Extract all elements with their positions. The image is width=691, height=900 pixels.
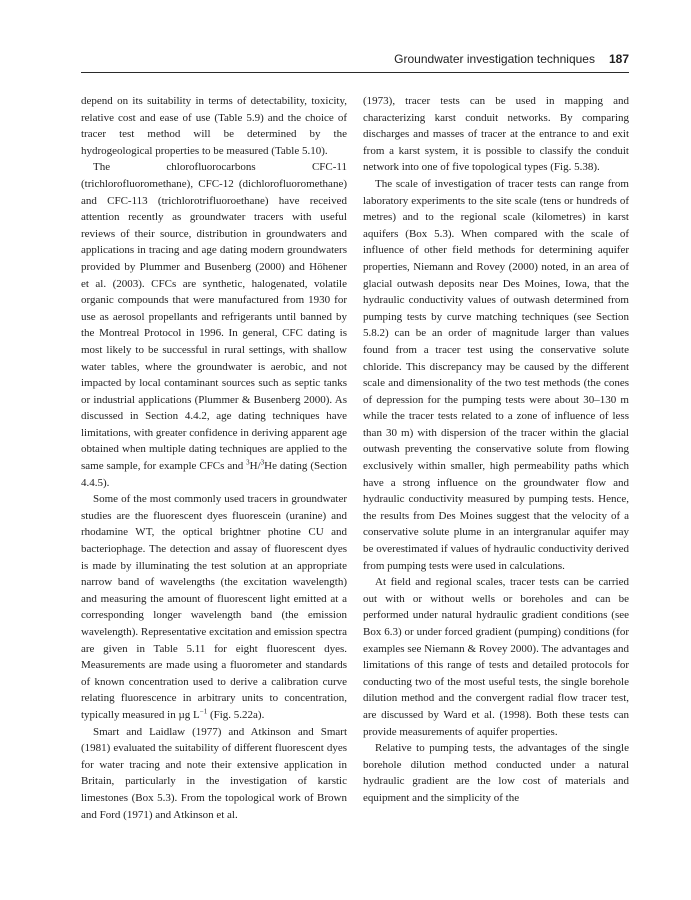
paragraph-text: The chlorofluorocarbons CFC-11 (trichlorofluoromethane), CFC-12 (dichlorofluoromethane) and CFC-113 (trichlorotrifluoroethane) have received attention recently as groundwater tracers with useful reviews of their source, distribution in groundwaters and applications in tracing and age dating modern groundwaters provided by Plummer and Busenberg (2000) and Höhener et al. (2003). CFCs are synthetic, halogenated, volatile organic compounds that were manufactured from 1930 for use as aerosol propellants and refrigerants until banned by the Montreal Protocol in 1996. In general, CFC dating is most likely to be successful in rural settings, with shallow water tables, where the groundwater is aerobic, and not impacted by local contaminant sources such as septic tanks or industrial applications (Plummer & Busenberg 2000). As discussed in Section 4.4.2, age dating techniques have limitations, with greater confidence in deriving apparent age obtained when multiple dating techniques are applied to the same sample, for example CFCs and <box>81 161 347 473</box>
header-rule <box>81 72 629 73</box>
paragraph: depend on its suitability in terms of detectability, toxicity, relative cost and ease of use (Table 5.9) and the choice of tracer test method will be determined by the hydrogeological properties to be measured (Table 5.10). <box>81 95 347 157</box>
left-column <box>81 93 347 823</box>
paragraph-text: Some of the most commonly used tracers in groundwater studies are the fluorescent dyes fluorescein (uranine) and rhodamine WT, the optical brightner photine CU and bacteriophage. The detection and assay of fluorescent dyes is made by illuminating the test solution at an appropriate narrow band of wavelengths (the excitation wavelength) and measuring the amount of fluorescent light emitted at a corresponding longer wavelength band (the emission wavelength). Representative excitation and emission spectra are given in Table 5.11 for eight fluorescent dyes. Measurements are made using a fluorometer and standards of known concentration used to derive a calibration curve relating fluorescence in arbitrary units to concentration, typically measured in µg L <box>81 493 347 721</box>
superscript: 3 <box>260 458 265 467</box>
running-head <box>81 50 629 68</box>
superscript: −1 <box>199 707 208 716</box>
paragraph-text: He dating (Section 4.4.5). <box>81 460 347 489</box>
running-title: Groundwater investigation techniques <box>394 52 595 66</box>
paragraph-text: (Fig. 5.22a). <box>207 708 265 721</box>
paragraph-cfc <box>81 159 347 491</box>
superscript: 3 <box>246 458 250 467</box>
paragraph: Smart and Laidlaw (1977) and Atkinson and Smart (1981) evaluated the suitability of different fluorescent dyes for water tracing and note their extensive application in Britain, particularly in the investigation of karstic limestones (Box 5.3). From the topological work of Brown and Ford (1971) and Atkinson et al. <box>81 725 347 821</box>
page-number: 187 <box>608 52 629 66</box>
right-column <box>363 93 629 807</box>
paragraph-dyes <box>81 491 347 723</box>
paragraph: At field and regional scales, tracer tests can be carried out with or without wells or boreholes and can be performed under natural hydraulic gradient conditions (see Box 6.3) or under forced gradient (pumping) conditions (for examples see Niemann & Rovey 2000). The advantages and limitations of this range of tests and detailed protocols for conducting two of the most useful tests, the single borehole dilution method and the convergent radial flow tracer test, are discussed by Ward et al. (1998). Both these tests can provide measurements of aquifer properties. <box>363 576 629 738</box>
paragraph-text: H/ <box>249 460 261 473</box>
paragraph: (1973), tracer tests can be used in mapping and characterizing karst conduit networks. By comparing discharges and masses of tracer at the entrance to and exit from a karst system, it is possible to classify the conduit network into one of five topological types (Fig. 5.38). <box>363 95 629 174</box>
paragraph: The scale of investigation of tracer tests can range from laboratory experiments to the site scale (tens or hundreds of metres) and to the regional scale (kilometres) in karst aquifers (Box 5.3). When compared with the scale of influence of other field methods for determining aquifer properties, Niemann and Rovey (2000) noted, in an area of glacial outwash deposits near Des Moines, Iowa, that the hydraulic conductivity values of outwash determined from pumping tests by curve matching techniques (see Section 5.8.2) can be an order of magnitude larger than values found from a tracer test using the conservative solute chloride. This discrepancy may be caused by the different scale and dimensionality of the two test methods (the cones of depression for the pumping tests were about 30–130 m while the tracer tests related to a zone of influence of less than 30 m) with dispersion of the tracer within the glacial outwash preventing the conservative solute from flowing exclusively within smaller, high permeability paths which have a strong influence on the groundwater flow and hydraulic conductivity measured by pumping tests. Hence, the results from Des Moines suggest that the velocity of a conservative solute plume in an intergranular aquifer may be overestimated if values of hydraulic conductivity derived from pumping tests were used in calculations. <box>363 177 629 572</box>
paragraph: Relative to pumping tests, the advantages of the single borehole dilution method conducted under a natural hydraulic gradient are the low cost of materials and equipment and the simplicity of the <box>363 742 629 804</box>
